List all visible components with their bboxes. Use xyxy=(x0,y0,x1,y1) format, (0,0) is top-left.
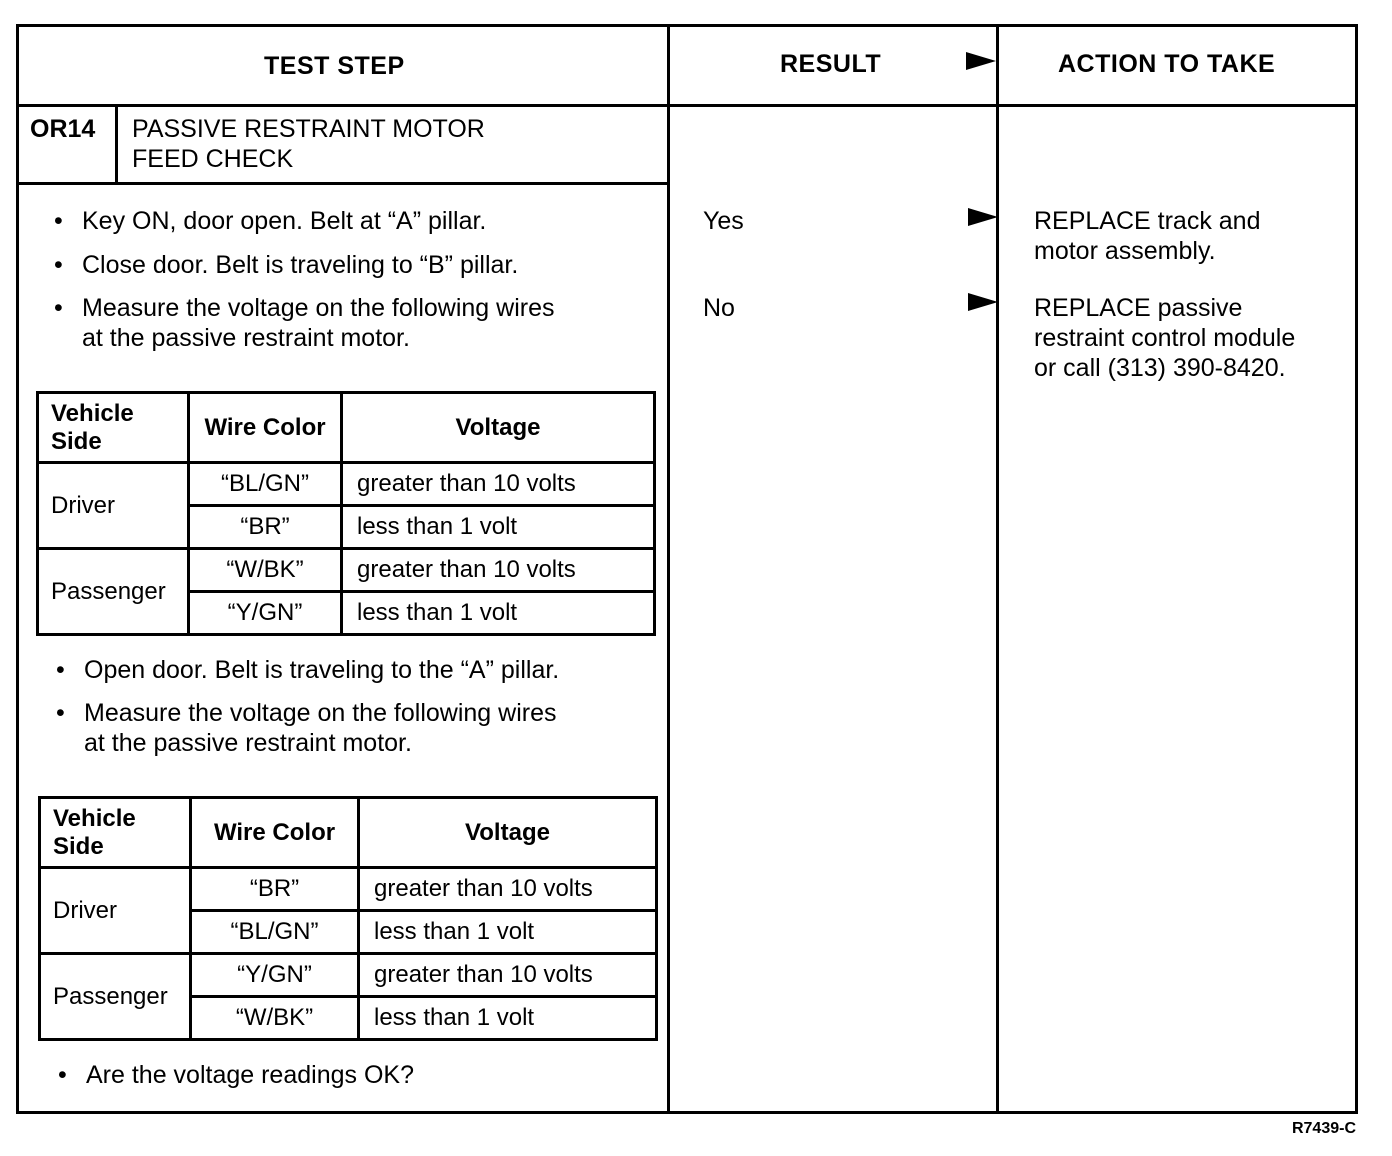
bullet-dot-icon: • xyxy=(56,699,65,727)
header-side: Side xyxy=(51,427,102,455)
header-result: RESULT xyxy=(780,50,882,78)
voltage-cell: less than 1 volt xyxy=(359,911,657,954)
arrow-yes-icon xyxy=(968,208,998,226)
column-header-voltage: Voltage xyxy=(359,798,657,868)
header-arrow-icon xyxy=(966,52,996,70)
column-header-voltage: Voltage xyxy=(342,393,655,463)
column-header-vehicle-side xyxy=(40,798,191,868)
header-action-to-take: ACTION TO TAKE xyxy=(1058,50,1276,78)
voltage-cell: greater than 10 volts xyxy=(359,954,657,997)
wire-color-cell: “W/BK” xyxy=(189,549,342,592)
header-vehicle: Vehicle xyxy=(53,804,136,832)
header-side: Side xyxy=(53,832,104,860)
voltage-cell: greater than 10 volts xyxy=(342,463,655,506)
column-header-wire-color: Wire Color xyxy=(189,393,342,463)
voltage-cell: greater than 10 volts xyxy=(342,549,655,592)
voltage-table-door-closed xyxy=(36,391,656,636)
question-text: Are the voltage readings OK? xyxy=(86,1061,414,1089)
wire-color-cell: “Y/GN” xyxy=(191,954,359,997)
vehicle-side-driver: Driver xyxy=(38,463,189,549)
step-title-line-2: FEED CHECK xyxy=(132,145,294,173)
step-id: OR14 xyxy=(30,115,96,143)
voltage-cell: greater than 10 volts xyxy=(359,868,657,911)
wire-color-cell: “BL/GN” xyxy=(191,911,359,954)
column-header-vehicle-side xyxy=(38,393,189,463)
column-header-wire-color: Wire Color xyxy=(191,798,359,868)
step-id-divider xyxy=(115,104,118,185)
bullet-dot-icon: • xyxy=(58,1061,67,1089)
voltage-cell: less than 1 volt xyxy=(359,997,657,1040)
wire-color-cell: “BL/GN” xyxy=(189,463,342,506)
figure-code: R7439-C xyxy=(1291,1120,1356,1137)
instruction-text: Measure the voltage on the following wires xyxy=(82,294,555,322)
header-vehicle: Vehicle xyxy=(51,399,134,427)
voltage-table-door-open xyxy=(38,796,658,1041)
voltage-cell: less than 1 volt xyxy=(342,506,655,549)
wire-color-cell: “BR” xyxy=(189,506,342,549)
instruction-text: Measure the voltage on the following wires xyxy=(84,699,557,727)
instruction-text: Open door. Belt is traveling to the “A” pillar. xyxy=(84,656,560,684)
instruction-text-continued: at the passive restraint motor. xyxy=(82,324,410,352)
bullet-dot-icon: • xyxy=(54,294,63,322)
wire-color-cell: “Y/GN” xyxy=(189,592,342,635)
action-yes-line-1: REPLACE track and xyxy=(1034,207,1261,235)
bullet-dot-icon: • xyxy=(54,251,63,279)
vehicle-side-passenger: Passenger xyxy=(40,954,191,1040)
header-test-step: TEST STEP xyxy=(264,52,405,80)
voltage-cell: less than 1 volt xyxy=(342,592,655,635)
result-yes: Yes xyxy=(703,207,744,235)
instruction-text-continued: at the passive restraint motor. xyxy=(84,729,412,757)
wire-color-cell: “BR” xyxy=(191,868,359,911)
arrow-no-icon xyxy=(968,293,998,311)
instruction-text: Key ON, door open. Belt at “A” pillar. xyxy=(82,207,487,235)
column-divider-result-action xyxy=(996,24,999,1114)
step-title-line-1: PASSIVE RESTRAINT MOTOR xyxy=(132,115,485,143)
wire-color-cell: “W/BK” xyxy=(191,997,359,1040)
vehicle-side-passenger: Passenger xyxy=(38,549,189,635)
column-divider-test-result xyxy=(667,24,670,1114)
header-divider xyxy=(16,104,1358,107)
action-yes-line-2: motor assembly. xyxy=(1034,237,1216,265)
bullet-dot-icon: • xyxy=(56,656,65,684)
action-no-line-2: restraint control module xyxy=(1034,324,1296,352)
vehicle-side-driver: Driver xyxy=(40,868,191,954)
action-no-line-1: REPLACE passive xyxy=(1034,294,1243,322)
result-no: No xyxy=(703,294,735,322)
action-no-line-3: or call (313) 390-8420. xyxy=(1034,354,1286,382)
bullet-dot-icon: • xyxy=(54,207,63,235)
instruction-text: Close door. Belt is traveling to “B” pillar. xyxy=(82,251,519,279)
